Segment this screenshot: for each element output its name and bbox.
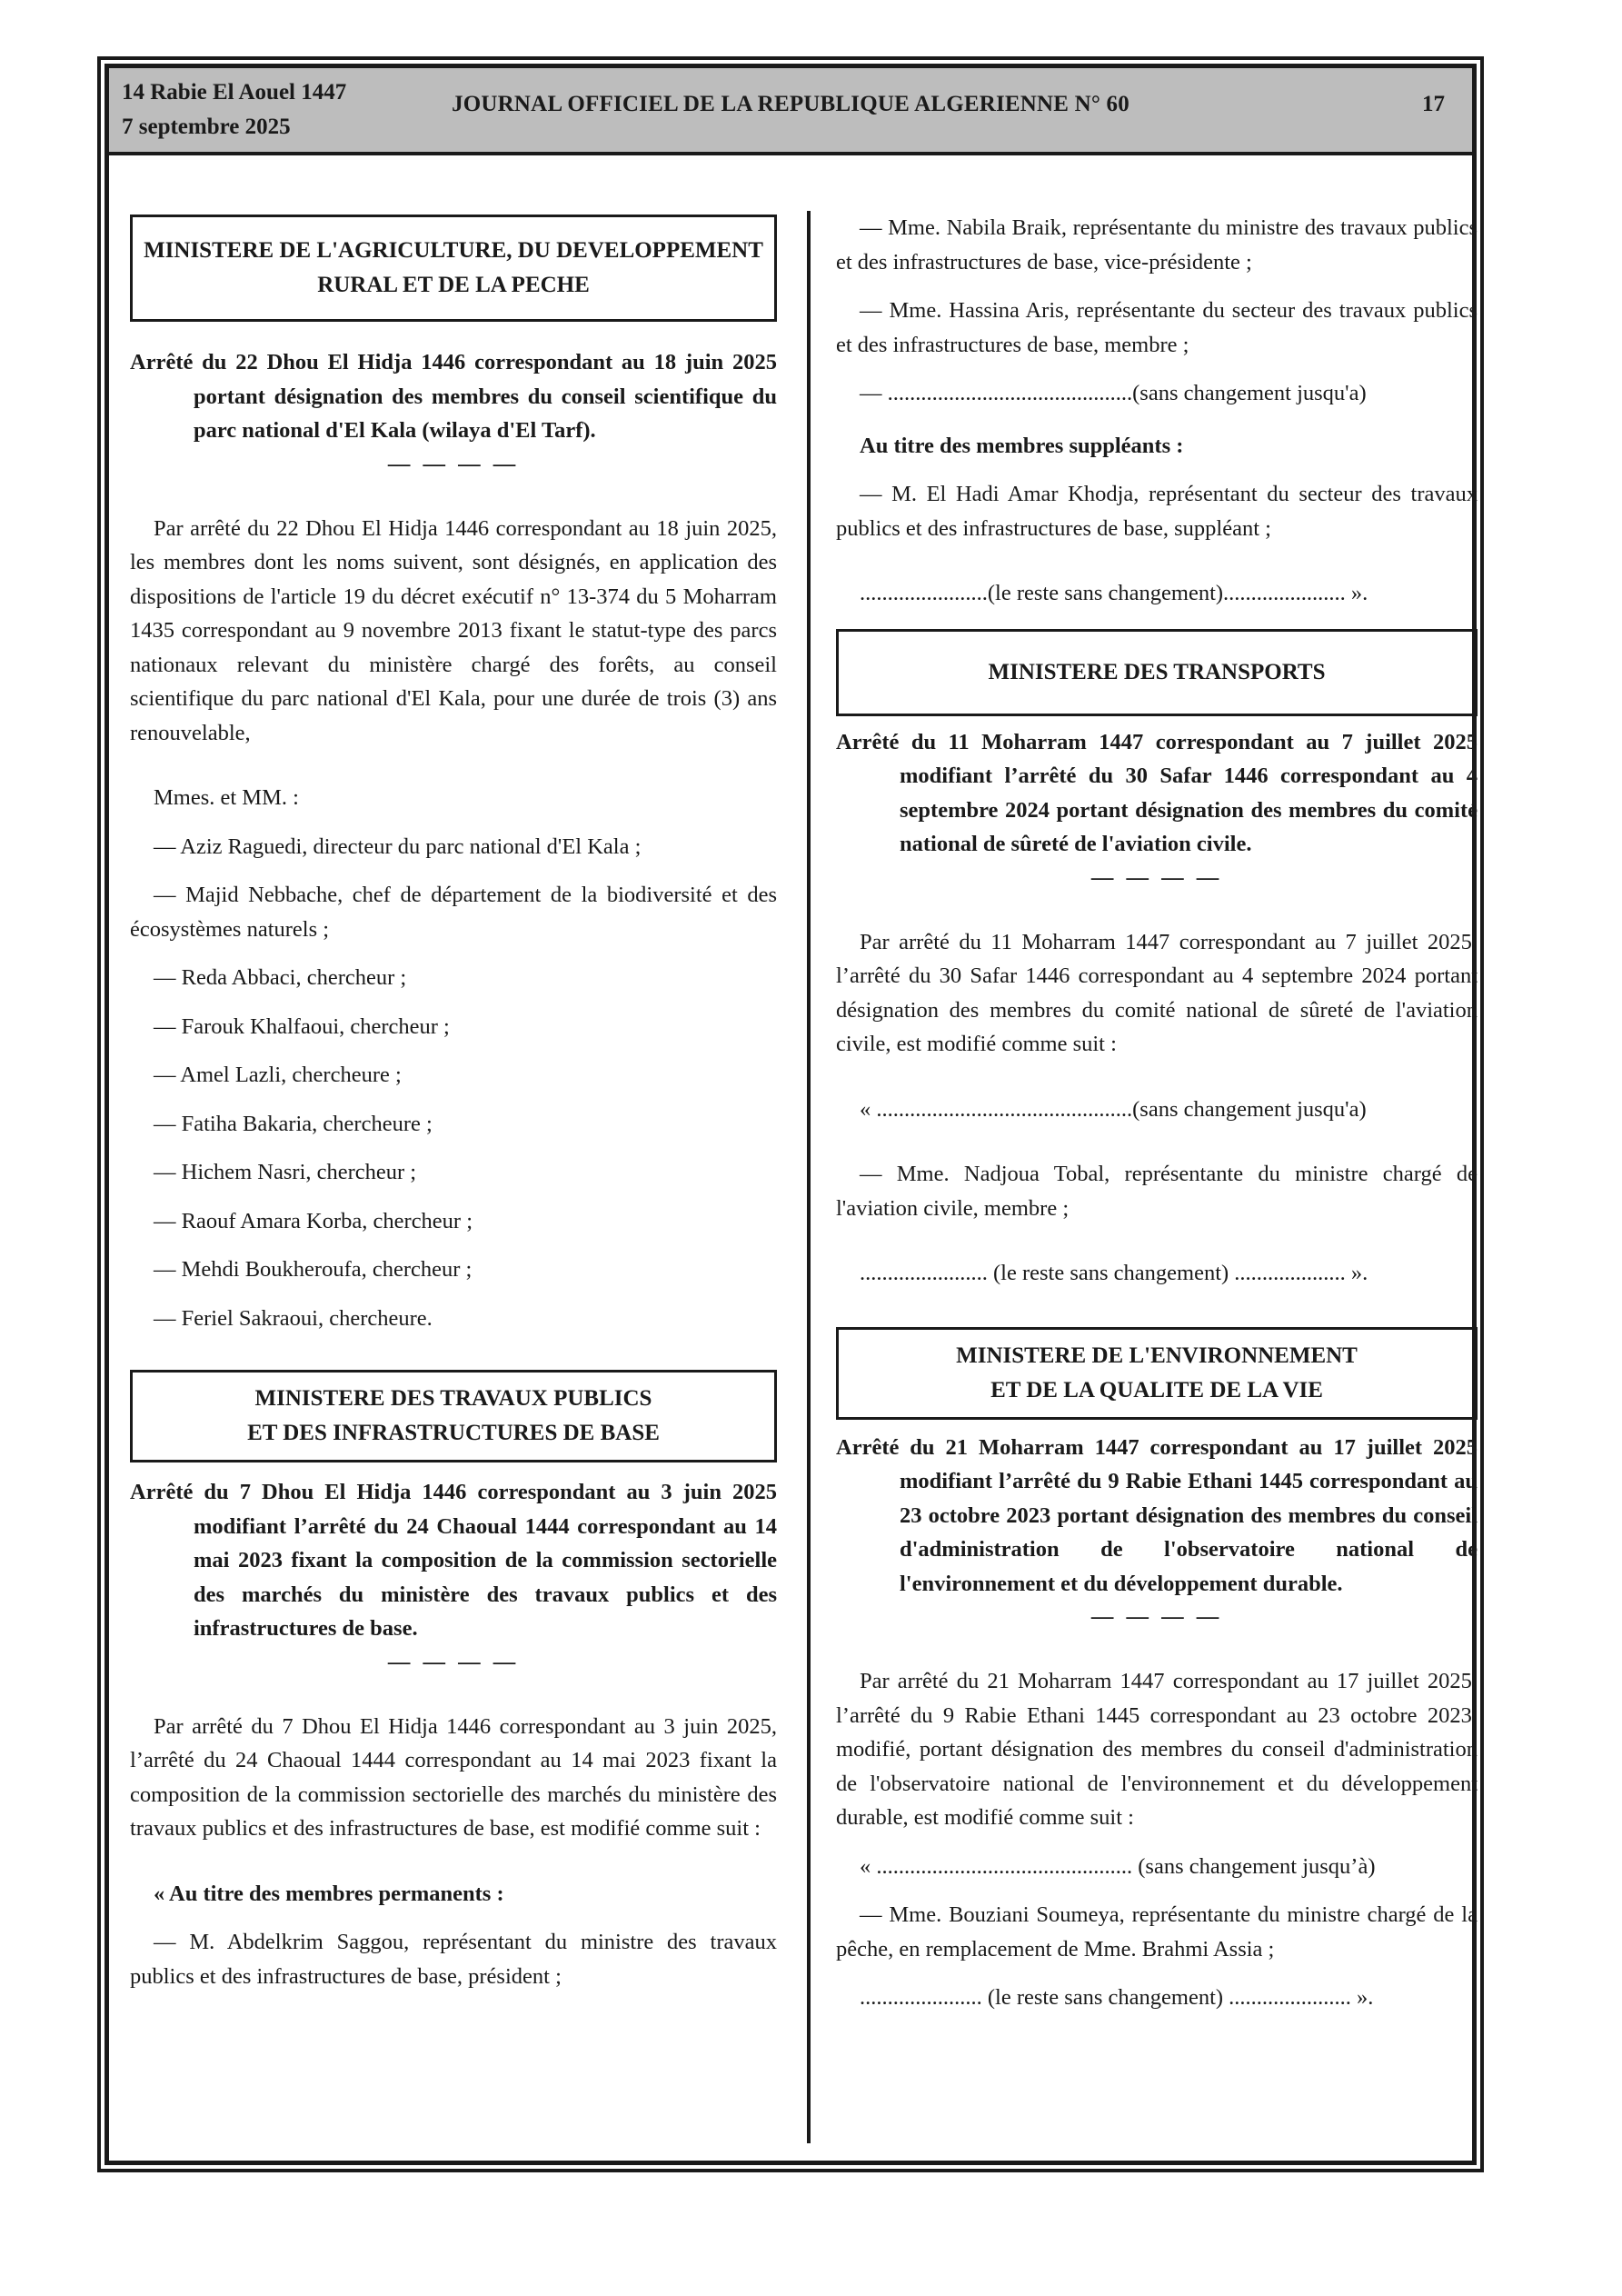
- separator: — — — —: [1090, 1604, 1223, 1629]
- right-column: [836, 211, 1478, 2015]
- list-item: — Mme. Hassina Aris, représentante du secteur des travaux publics et des infrastructures de base, membre ;: [836, 298, 1478, 357]
- unchanged-until: « ..............................................(sans changement jusqu'a): [860, 1096, 1367, 1122]
- ministry-line: MINISTERE DE L'ENVIRONNEMENT: [956, 1343, 1358, 1368]
- list-item: — M. Abdelkrim Saggou, représentant du ministre des travaux publics et des infrastructures de base, président ;: [130, 1930, 777, 1989]
- separator: — — — —: [1090, 864, 1223, 890]
- list-item: — Fatiha Bakaria, chercheure ;: [154, 1111, 433, 1136]
- separator: — — — —: [387, 1649, 520, 1674]
- list-item: — Mme. Bouziani Soumeya, représentante du ministre chargé de la pêche, en remplacement de Mme. Brahmi Assia ;: [836, 1902, 1478, 1962]
- list-item: — Amel Lazli, chercheure ;: [154, 1063, 402, 1087]
- ministry-line: ET DE LA QUALITE DE LA VIE: [990, 1377, 1323, 1403]
- header-hijri-date: 14 Rabie El Aouel 1447: [122, 80, 347, 105]
- arrete-body: Par arrêté du 11 Moharram 1447 correspondant au 7 juillet 2025, l’arrêté du 30 Safar 1446 correspondant au 4 septembre 2024 portant désignation des membres du comité national de sûreté de l'aviation civile, est modifié comme suit :: [836, 929, 1478, 1056]
- rest-unchanged: ....................... (le reste sans changement) .................... ».: [860, 1261, 1368, 1285]
- list-item: — Aziz Raguedi, directeur du parc national d'El Kala ;: [154, 834, 642, 859]
- separator: — — — —: [387, 451, 520, 476]
- rest-unchanged: ...................... (le reste sans changement) ...................... ».: [860, 1985, 1374, 2010]
- journal-title: JOURNAL OFFICIEL DE LA REPUBLIQUE ALGERIENNE N° 60: [452, 92, 1129, 116]
- list-item: — Majid Nebbache, chef de département de la biodiversité et des écosystèmes naturels ;: [130, 883, 777, 942]
- ministry-line: ET DES INFRASTRUCTURES DE BASE: [247, 1421, 660, 1445]
- arrete-body: Par arrêté du 21 Moharram 1447 correspondant au 17 juillet 2025, l’arrêté du 9 Rabie Ethani 1445 correspondant au 23 octobre 2023, modifié, portant désignation des membres du conseil d'administration de l'observatoire national de l'environnement et du développement durable, est modifié comme suit :: [836, 1669, 1478, 1830]
- unchanged-until: « .............................................. (sans changement jusqu’à): [860, 1853, 1376, 1879]
- list-item: — M. El Hadi Amar Khodja, représentant du secteur des travaux publics et des infrastructures de base, suppléant ;: [836, 482, 1478, 541]
- list-item: — Mehdi Boukheroufa, chercheur ;: [154, 1257, 473, 1282]
- ministry-heading-environnement: [836, 1327, 1478, 1420]
- list-item: — ............................................(sans changement jusqu'a): [860, 381, 1367, 405]
- list-item: — Hichem Nasri, chercheur ;: [154, 1160, 417, 1184]
- arrete-body: Par arrêté du 22 Dhou El Hidja 1446 correspondant au 18 juin 2025, les membres dont les noms suivent, sont désignés, en application des dispositions de l'article 19 du décret exécutif n° 13-374 du 5 Moharram 1435 correspondant au 9 novembre 2013 fixant le statut-type des parcs nationaux relevant du ministère chargé des forêts, au conseil scientifique du parc national d'El Kala, pour une durée de trois (3) ans renouvelable,: [130, 515, 777, 745]
- salutation: Mmes. et MM. :: [154, 785, 299, 810]
- subheading-suppleants: Au titre des membres suppléants :: [860, 433, 1184, 458]
- list-item: — Raouf Amara Korba, chercheur ;: [154, 1208, 473, 1233]
- ministry-heading-agriculture: MINISTERE DE L'AGRICULTURE, DU DEVELOPPEMENT RURAL ET DE LA PECHE: [130, 215, 777, 322]
- header-gregorian-date: 7 septembre 2025: [122, 115, 291, 139]
- column-divider: [807, 211, 811, 2143]
- list-item: — Mme. Nabila Braik, représentante du ministre des travaux publics et des infrastructures de base, vice-présidente ;: [836, 215, 1478, 275]
- ministry-heading-transports: MINISTERE DES TRANSPORTS: [836, 629, 1478, 716]
- ministry-heading-travaux-publics: [130, 1370, 777, 1462]
- arrete-title: Arrêté du 21 Moharram 1447 correspondant au 17 juillet 2025 modifiant l’arrêté du 9 Rabie Ethani 1445 correspondant au 23 octobre 2023 portant désignation des membres du conseil d'administration de l'observatoire national de l'environnement et du développement durable.: [836, 1434, 1478, 1596]
- rest-unchanged: .......................(le reste sans changement)...................... ».: [860, 581, 1368, 605]
- subheading-permanent-members: « Au titre des membres permanents :: [154, 1881, 504, 1906]
- arrete-title: Arrêté du 22 Dhou El Hidja 1446 correspondant au 18 juin 2025 portant désignation des membres du conseil scientifique du parc national d'El Kala (wilaya d'El Tarf).: [130, 350, 777, 443]
- page-header: [109, 68, 1472, 155]
- list-item: — Mme. Nadjoua Tobal, représentante du ministre chargé de l'aviation civile, membre ;: [836, 1162, 1478, 1221]
- arrete-title: Arrêté du 11 Moharram 1447 correspondant au 7 juillet 2025 modifiant l’arrêté du 30 Safar 1446 correspondant au 4 septembre 2024 portant désignation des membres du comité national de sûreté de l'aviation civile.: [836, 729, 1478, 856]
- list-item: — Feriel Sakraoui, chercheure.: [154, 1305, 433, 1331]
- list-item: — Reda Abbaci, chercheur ;: [154, 965, 407, 990]
- arrete-title: Arrêté du 7 Dhou El Hidja 1446 correspondant au 3 juin 2025 modifiant l’arrêté du 24 Chaoual 1444 correspondant au 14 mai 2023 fixant la composition de la commission sectorielle des marchés du ministère des travaux publics et des infrastructures de base.: [130, 1480, 777, 1641]
- left-column: [130, 211, 777, 1993]
- ministry-line: MINISTERE DES TRAVAUX PUBLICS: [254, 1386, 652, 1411]
- page-number: 17: [1422, 92, 1445, 116]
- list-item: — Farouk Khalfaoui, chercheur ;: [154, 1013, 450, 1039]
- arrete-body: Par arrêté du 7 Dhou El Hidja 1446 correspondant au 3 juin 2025, l’arrêté du 24 Chaoual 1444 correspondant au 14 mai 2023 fixant la composition de la commission sectorielle des marchés du ministère des travaux publics et des infrastructures de base, est modifié comme suit :: [130, 1713, 777, 1841]
